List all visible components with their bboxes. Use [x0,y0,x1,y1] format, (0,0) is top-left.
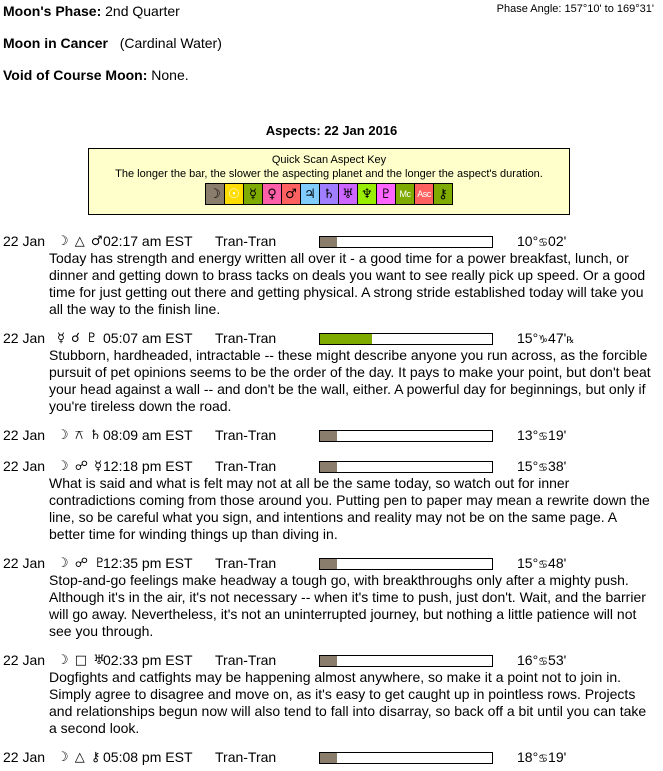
aspect-key-title: Quick Scan Aspect Key [271,154,387,166]
aspect-glyphs-icon: ☽ ☍ ☿ [57,459,104,474]
aspect-key-glyph-strip [205,183,453,205]
aspect-header [0,427,663,444]
void-of-course-value: None. [151,67,189,83]
aspect-description: What is said and what is felt may not at all be the same today, so watch out for inner contradictions coming from those around you. Putting pen to paper may mean a rewrite down the line, so be careful what you sign, and intentions and reality may not be on the same page. A better time for winding things up than diving in. [49,475,650,542]
aspect-date: 22 Jan [3,652,46,668]
aspect-position [517,555,566,573]
position-degrees: 16° [517,652,539,668]
zodiac-sign-icon: ♋ [538,752,549,765]
aspect-description: Stubborn, hardheaded, intractable -- these might describe anyone you run across, as the forcible pursuit of pet opinions seems to be the order of the day. It pays to make your point, but don't beat your head against a wall -- and don't be the wall, either. A powerful day for beginnings, but only if you're tireless down the road. [49,347,651,414]
aspect-key-description: The longer the bar, the slower the aspecting planet and the longer the aspect's duration. [115,168,543,180]
aspect-glyphs-icon: ☽ △ ⚷ [57,750,102,765]
position-degrees: 13° [517,427,539,443]
aspect-type: Tran-Tran [215,555,277,571]
position-degrees: 15° [517,458,539,474]
aspect-time: 12:18 pm EST [103,458,193,474]
aspect-entry [0,555,663,640]
uranus-icon: ♅ [339,184,358,204]
duration-bar-fill [320,237,337,247]
aspect-date: 22 Jan [3,330,46,346]
duration-bar-fill [320,656,337,666]
aspect-type: Tran-Tran [215,458,277,474]
moon-phase-label: Moon's Phase: [3,3,102,19]
aspect-type: Tran-Tran [215,749,277,765]
aspect-glyphs-icon: ☽ △ ♂ [57,234,104,249]
position-minutes: 47' [548,330,567,346]
aspect-time: 05:08 pm EST [103,749,193,765]
mars-icon: ♂ [282,184,301,204]
chiron-icon: ⚷ [434,184,452,204]
aspect-position [517,652,566,670]
aspect-header [0,330,663,347]
aspect-header [0,652,663,669]
asc-icon: Asc [415,184,434,204]
position-degrees: 10° [517,233,539,249]
position-degrees: 15° [517,330,539,346]
aspect-time: 08:09 am EST [103,427,193,443]
phase-angle-value: 157°10' to 169°31' [564,3,654,15]
aspect-date: 22 Jan [3,458,46,474]
aspect-time: 02:17 am EST [103,233,193,249]
position-minutes: 19' [548,749,567,765]
aspect-glyphs-icon: ☽ ⚻ ♄ [57,428,103,443]
aspect-type: Tran-Tran [215,233,277,249]
duration-bar [319,430,493,442]
moon-icon: ☽ [206,184,225,204]
aspect-position [517,330,574,349]
duration-bar-fill [320,462,337,472]
aspects-title: Aspects: 22 Jan 2016 [265,123,398,138]
aspect-description: Today has strength and energy written all over it - a good time for a power breakfast, lunch, or dinner and getting down to brass tacks on deals you want to see really pick up speed. Or a good time for just getting out there and getting physical. A strong stride established today will take you all the way to the finish line. [49,250,646,317]
zodiac-sign-icon: ♋ [538,655,549,668]
aspect-position [517,427,566,445]
void-of-course-line [3,67,189,83]
duration-bar [319,655,493,667]
moon-sign-line [3,35,222,51]
aspect-glyphs-icon: ☽ ☍ ♇ [57,556,107,571]
zodiac-sign-icon: ♑ [538,333,549,346]
aspect-entry [0,749,663,766]
zodiac-sign-icon: ♋ [538,430,549,443]
position-minutes: 02' [548,233,567,249]
aspect-time: 12:35 pm EST [103,555,193,571]
mercury-icon: ☿ [244,184,263,204]
aspect-entry [0,233,663,318]
aspect-entry [0,458,663,543]
saturn-icon: ♄ [320,184,339,204]
aspect-type: Tran-Tran [215,652,277,668]
duration-bar-fill [320,334,372,344]
phase-angle-label: Phase Angle: [496,3,562,15]
zodiac-sign-icon: ♋ [538,461,549,474]
moon-phase-value: 2nd Quarter [105,3,180,19]
aspect-glyphs-icon: ☿ ☌ ♇ [57,331,99,346]
aspect-entry [0,427,663,444]
aspect-entry [0,652,663,737]
aspect-time: 02:33 pm EST [103,652,193,668]
aspect-entry [0,330,663,415]
position-degrees: 18° [517,749,539,765]
moon-sign-element: (Cardinal Water) [119,35,222,51]
duration-bar [319,752,493,764]
neptune-icon: ♆ [358,184,377,204]
aspect-glyphs-icon: ☽ □ ♅ [57,653,106,668]
position-degrees: 15° [517,555,539,571]
aspect-position [517,749,566,767]
retrograde-icon: ℞ [566,335,575,345]
aspect-description: Dogfights and catfights may be happening almost anywhere, so make it a point not to join in. Simply agree to disagree and move on, as it's easy to get caught up in pointless rows. Projects and relationships begun now will also tend to fall into disarray, so back off a bit until you can take a second look. [49,669,647,736]
position-minutes: 19' [548,427,567,443]
aspect-header [0,458,663,475]
aspect-date: 22 Jan [3,749,46,765]
aspect-position [517,233,566,251]
moon-sign-label: Moon in Cancer [3,35,109,51]
aspect-date: 22 Jan [3,555,46,571]
aspect-time: 05:07 am EST [103,330,193,346]
position-minutes: 48' [548,555,567,571]
zodiac-sign-icon: ♋ [538,558,549,571]
jupiter-icon: ♃ [301,184,320,204]
aspect-header [0,233,663,250]
venus-icon: ♀ [263,184,282,204]
aspect-date: 22 Jan [3,427,46,443]
pluto-icon: ♇ [377,184,396,204]
duration-bar [319,461,493,473]
moon-phase-line [3,3,180,19]
aspect-key-box [88,148,570,215]
sun-icon: ☉ [225,184,244,204]
aspect-type: Tran-Tran [215,427,277,443]
aspect-header [0,749,663,766]
aspect-date: 22 Jan [3,233,46,249]
phase-angle [497,3,654,15]
duration-bar [319,333,493,345]
mc-icon: Mc [396,184,415,204]
zodiac-sign-icon: ♋ [538,236,549,249]
aspect-description: Stop-and-go feelings make headway a tough go, with breakthroughs only after a mighty push. Although it's in the air, it's not necessary -- when it's time to push, just don't. Wait, and the barrier will go away. Nevertheless, it's not an uninterrupted journey, but nothing a little patience will not see you through. [49,572,646,639]
position-minutes: 53' [548,652,567,668]
aspect-position [517,458,566,476]
duration-bar [319,236,493,248]
void-of-course-label: Void of Course Moon: [3,67,148,83]
duration-bar-fill [320,559,337,569]
aspect-type: Tran-Tran [215,330,277,346]
duration-bar-fill [320,431,337,441]
duration-bar-fill [320,753,337,763]
position-minutes: 38' [548,458,567,474]
aspect-header [0,555,663,572]
duration-bar [319,558,493,570]
